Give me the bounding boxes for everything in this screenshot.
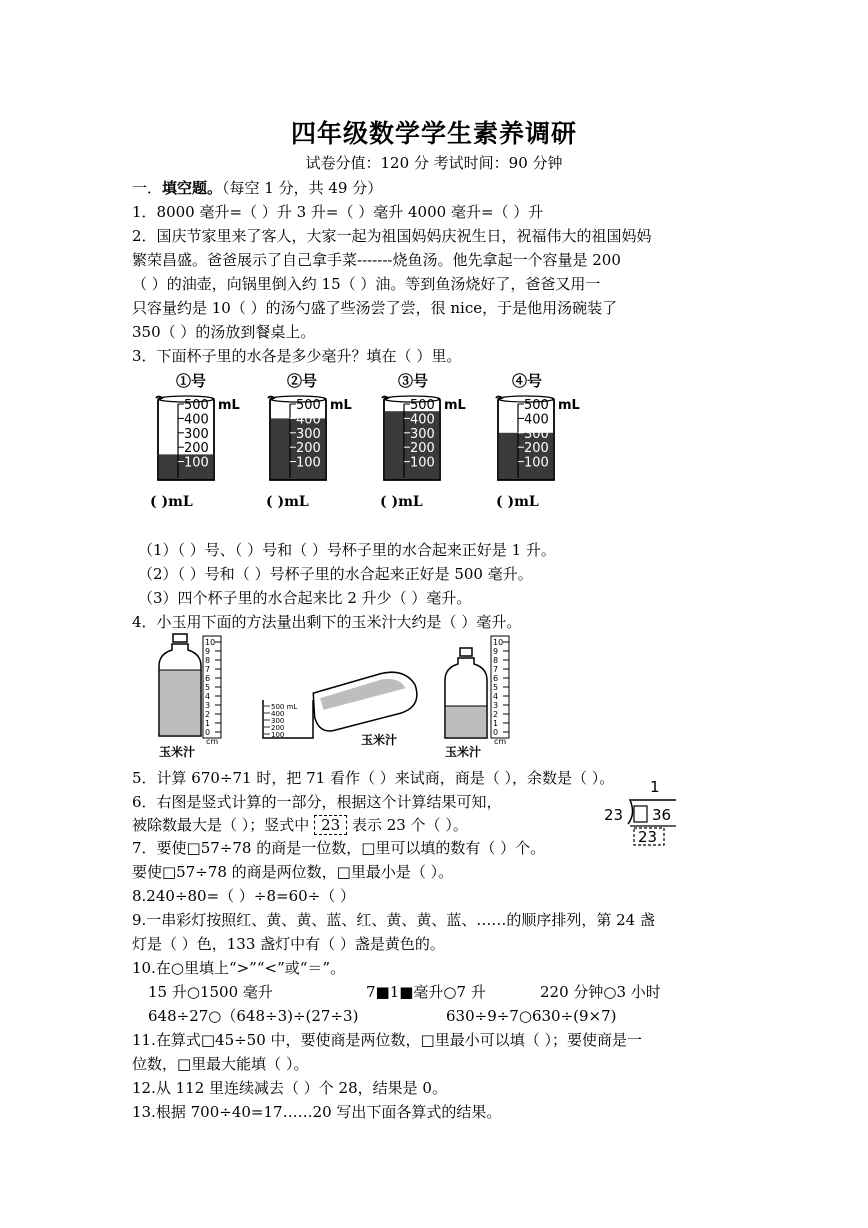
question-5: 5．计算 670÷71 时，把 71 看作（ ）来试商，商是（ ），余数是（ ）。 bbox=[132, 769, 615, 787]
ruler-right-unit: cm bbox=[494, 737, 507, 746]
ruler-left-tick-10: 10 bbox=[205, 638, 216, 647]
cup-3-unit: mL bbox=[444, 398, 466, 413]
question-9-line-2: 灯是（ ）色，133 盏灯中有（ ）盏是黄色的。 bbox=[132, 935, 445, 953]
q10-item-3: 220 分钟○3 小时 bbox=[540, 983, 661, 1001]
section-number: 一． bbox=[132, 179, 163, 197]
ruler-right-tick-0: 0 bbox=[493, 728, 499, 737]
cup-2-tick-300: 300 bbox=[296, 426, 321, 442]
juice-measuring-figure bbox=[155, 632, 525, 760]
q10-item-4: 648÷27○（648÷3)÷(27÷3) bbox=[148, 1007, 359, 1025]
question-8: 8.240÷80=（ ）÷8=60÷（ ） bbox=[132, 887, 356, 905]
cup-4 bbox=[496, 396, 580, 480]
cup-3-tick-200: 200 bbox=[410, 441, 435, 457]
dashed-box-23: 23 bbox=[314, 815, 347, 835]
cup-4-tick-200: 200 bbox=[524, 441, 549, 457]
question-7-line-2: 要使□57÷78 的商是两位数，□里最小是（ ）。 bbox=[132, 863, 454, 881]
ruler-right-tick-6: 6 bbox=[493, 674, 499, 683]
cup-2-tick-400: 400 bbox=[296, 412, 321, 428]
bottle-left-label: 玉米汁 bbox=[159, 745, 196, 759]
ruler-left-tick-2: 2 bbox=[205, 710, 211, 719]
cup-2 bbox=[268, 396, 352, 480]
beaker-tick-2: 300 bbox=[271, 717, 285, 725]
long-division-figure bbox=[600, 778, 690, 850]
ruler-right-tick-2: 2 bbox=[493, 710, 499, 719]
cup-4-tick-500: 500 bbox=[524, 398, 549, 413]
question-9-line-1: 9.一串彩灯按照红、黄、黄、蓝、红、黄、黄、蓝、……的顺序排列，第 24 盏 bbox=[132, 911, 655, 929]
ruler-left-tick-0: 0 bbox=[205, 728, 211, 737]
cup-3-answer: ( )mL bbox=[380, 494, 423, 510]
cup-1-tick-500: 500 bbox=[184, 398, 209, 413]
cup-4-unit: mL bbox=[558, 398, 580, 413]
measuring-cups-figure bbox=[150, 392, 610, 492]
question-6-text-post: 表示 23 个（ ）。 bbox=[351, 816, 468, 834]
cup-1-tick-300: 300 bbox=[184, 426, 209, 442]
page-title: 四年级数学学生素养调研 bbox=[290, 119, 577, 148]
ruler-right-tick-3: 3 bbox=[493, 701, 499, 710]
question-2-line-4: 只容量约是 10（ ）的汤勺盛了些汤尝了尝，很 nice，于是他用汤碗装了 bbox=[132, 299, 618, 317]
cup-3 bbox=[382, 396, 466, 480]
ruler-right-tick-7: 7 bbox=[493, 665, 499, 674]
ruler-right-tick-5: 5 bbox=[493, 683, 499, 692]
division-quotient: 1 bbox=[650, 778, 660, 796]
beaker-tick-3: 200 bbox=[271, 724, 285, 732]
question-2-line-5: 350（ ）的汤放到餐桌上。 bbox=[132, 323, 316, 341]
bottle-left bbox=[159, 634, 201, 736]
question-3-part-1: （1）（ ）号、（ ）号和（ ）号杯子里的水合起来正好是 1 升。 bbox=[138, 541, 556, 559]
question-7-line-1: 7．要使□57÷78 的商是一位数，□里可以填的数有（ ）个。 bbox=[132, 839, 546, 857]
beaker-tick-0: 500 mL bbox=[271, 703, 298, 711]
ruler-right-tick-1: 1 bbox=[493, 719, 499, 728]
question-2-line-2: 繁荣昌盛。爸爸展示了自己拿手菜-------烧鱼汤。他先拿起一个容量是 200 bbox=[132, 251, 621, 269]
cup-4-tick-100: 100 bbox=[524, 455, 549, 471]
cup-2-answer: ( )mL bbox=[266, 494, 309, 510]
cup-3-tick-400: 400 bbox=[410, 412, 435, 428]
ruler-left-tick-1: 1 bbox=[205, 719, 211, 728]
cup-4-answer: ( )mL bbox=[496, 494, 539, 510]
section-name: 填空题。 bbox=[162, 179, 223, 197]
q10-item-2: 7■1■毫升○7 升 bbox=[366, 983, 486, 1001]
q10-item-5: 630÷9÷7○630÷(9×7) bbox=[446, 1007, 617, 1025]
question-3: 3．下面杯子里的水各是多少毫升？填在（ ）里。 bbox=[132, 347, 462, 365]
ruler-left-tick-6: 6 bbox=[205, 674, 211, 683]
division-dividend-rest: 36 bbox=[652, 806, 672, 824]
question-2-line-3: （ ）的油壶，向锅里倒入约 15（ ）油。等到鱼汤烧好了，爸爸又用一 bbox=[132, 275, 601, 293]
question-11-line-2: 位数，□里最大能填（ ）。 bbox=[132, 1055, 309, 1073]
ruler-left-unit: cm bbox=[206, 737, 219, 746]
ruler-left-tick-8: 8 bbox=[205, 656, 211, 665]
tilted-bottle-label: 玉米汁 bbox=[361, 733, 398, 747]
bottle-right bbox=[445, 648, 487, 738]
cup-3-label: ③号 bbox=[398, 372, 429, 390]
tilted-bottle bbox=[310, 669, 421, 733]
cup-2-label: ②号 bbox=[287, 372, 318, 390]
section-heading bbox=[132, 178, 382, 198]
cup-1-tick-200: 200 bbox=[184, 441, 209, 457]
cup-2-unit: mL bbox=[330, 398, 352, 413]
question-11-line-1: 11.在算式□45÷50 中，要使商是两位数，□里最小可以填（ ）；要使商是一 bbox=[132, 1031, 642, 1049]
question-6-line-2 bbox=[132, 815, 468, 835]
ruler-right-tick-4: 4 bbox=[493, 692, 499, 701]
question-4: 4．小玉用下面的方法量出剩下的玉米汁大约是（ ）毫升。 bbox=[132, 613, 522, 631]
question-2-line-1: 2．国庆节家里来了客人，大家一起为祖国妈妈庆祝生日，祝福伟大的祖国妈妈 bbox=[132, 227, 652, 245]
division-divisor: 23 bbox=[604, 806, 624, 824]
question-6-line-1: 6．右图是竖式计算的一部分，根据这个计算结果可知， bbox=[132, 793, 502, 811]
ruler-left-tick-7: 7 bbox=[205, 665, 211, 674]
question-1: 1．8000 毫升=（ ）升 3 升=（ ）毫升 4000 毫升=（ ）升 bbox=[132, 203, 544, 221]
cup-3-tick-500: 500 bbox=[410, 398, 435, 413]
ruler-right-tick-8: 8 bbox=[493, 656, 499, 665]
beaker-tick-1: 400 bbox=[271, 710, 285, 718]
bottle-right-label: 玉米汁 bbox=[445, 745, 482, 759]
division-product: 23 bbox=[638, 828, 658, 846]
cup-2-tick-200: 200 bbox=[296, 441, 321, 457]
cup-3-tick-300: 300 bbox=[410, 426, 435, 442]
cup-3-tick-100: 100 bbox=[410, 455, 435, 471]
cup-2-tick-100: 100 bbox=[296, 455, 321, 471]
question-6-text-pre: 被除数最大是（ ）；竖式中 bbox=[132, 816, 310, 834]
cup-1-label: ①号 bbox=[176, 372, 207, 390]
question-13: 13.根据 700÷40=17……20 写出下面各算式的结果。 bbox=[132, 1103, 502, 1121]
ruler-right-tick-9: 9 bbox=[493, 647, 499, 656]
beaker-tick-4: 100 bbox=[271, 731, 285, 739]
ruler-left-tick-5: 5 bbox=[205, 683, 211, 692]
cup-1 bbox=[156, 396, 240, 480]
question-10: 10.在○里填上“>”“<”或“＝”。 bbox=[132, 959, 346, 977]
question-12: 12.从 112 里连续减去（ ）个 28，结果是 0。 bbox=[132, 1079, 447, 1097]
ruler-right-tick-10: 10 bbox=[493, 638, 504, 647]
cup-4-tick-400: 400 bbox=[524, 412, 549, 428]
cup-1-tick-100: 100 bbox=[184, 455, 209, 471]
cup-2-tick-500: 500 bbox=[296, 398, 321, 413]
question-3-part-2: （2）（ ）号和（ ）号杯子里的水合起来正好是 500 毫升。 bbox=[138, 565, 533, 583]
ruler-left-tick-3: 3 bbox=[205, 701, 211, 710]
cup-4-tick-300: 300 bbox=[524, 426, 549, 442]
cup-1-answer: ( )mL bbox=[150, 494, 193, 510]
cup-1-unit: mL bbox=[218, 398, 240, 413]
blank-digit-box bbox=[634, 806, 647, 822]
section-note: （每空 1 分，共 49 分） bbox=[222, 179, 383, 197]
ruler-left-tick-4: 4 bbox=[205, 692, 211, 701]
cup-4-label: ④号 bbox=[512, 372, 543, 390]
q10-item-1: 15 升○1500 毫升 bbox=[148, 983, 273, 1001]
ruler-left-tick-9: 9 bbox=[205, 647, 211, 656]
cup-1-tick-400: 400 bbox=[184, 412, 209, 428]
question-3-part-3: （3）四个杯子里的水合起来比 2 升少（ ）毫升。 bbox=[138, 589, 472, 607]
page-subtitle: 试卷分值：120 分 考试时间：90 分钟 bbox=[305, 154, 563, 172]
